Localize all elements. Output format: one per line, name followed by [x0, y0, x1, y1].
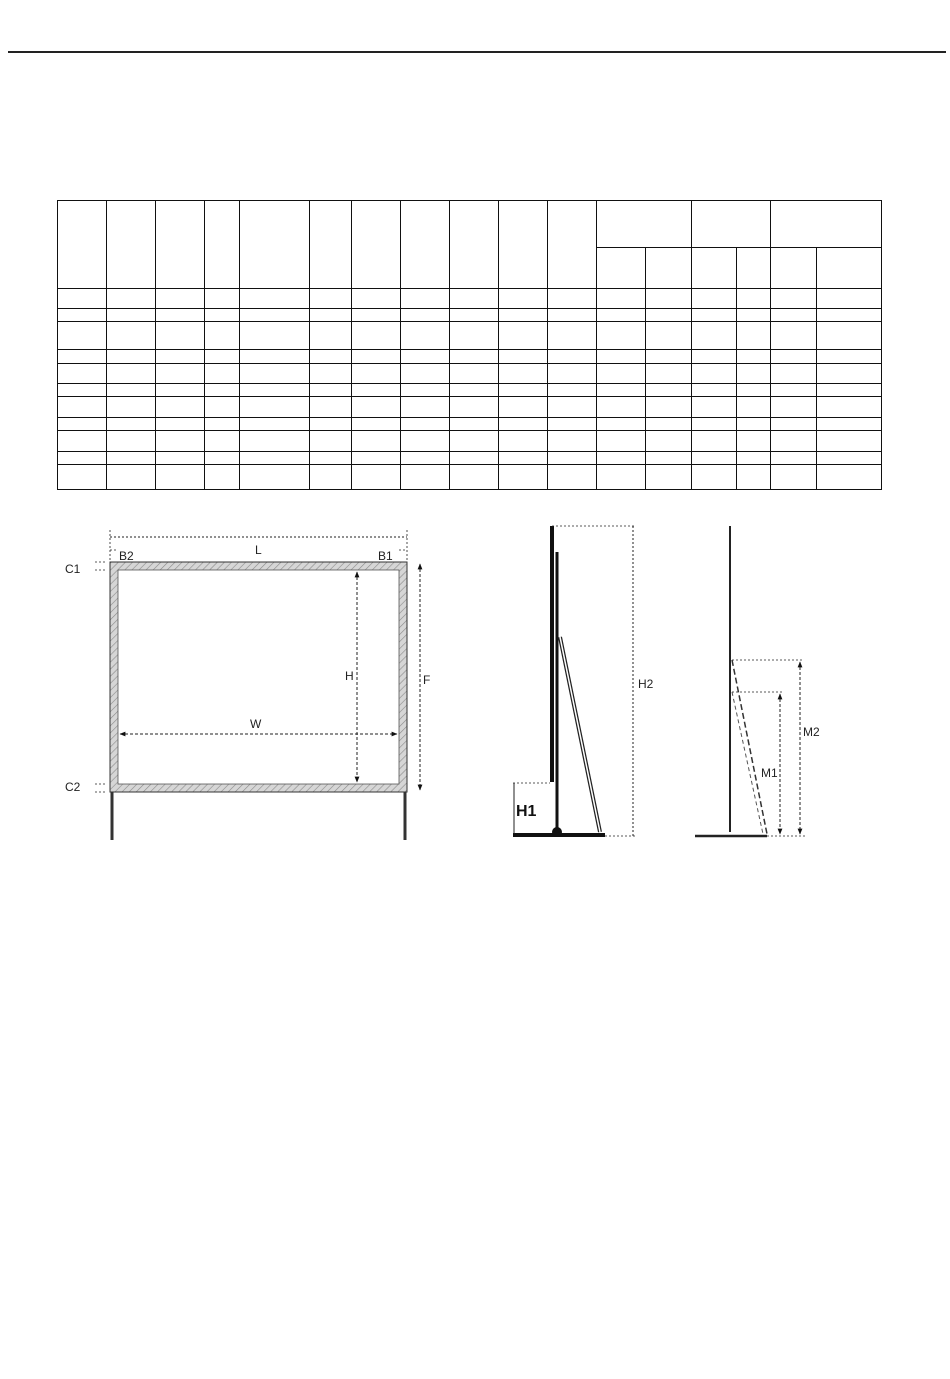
- table-cell: [817, 465, 882, 490]
- table-cell: [205, 418, 240, 431]
- side-hinge: [552, 827, 562, 837]
- table-cell: [817, 350, 882, 364]
- table-cell: [737, 350, 771, 364]
- table-cell: [310, 452, 352, 465]
- table-cell: [240, 350, 310, 364]
- table-cell: [548, 452, 597, 465]
- table-cell: [58, 418, 107, 431]
- table-cell: [450, 289, 499, 309]
- table-cell: [58, 309, 107, 322]
- table-cell: [646, 322, 692, 350]
- label-l: L: [255, 543, 262, 557]
- table-cell: [58, 350, 107, 364]
- side-view-drawing: [513, 526, 654, 837]
- label-h2: H2: [638, 677, 654, 691]
- table-cell: [310, 201, 352, 289]
- table-cell: [499, 452, 548, 465]
- table-cell: [548, 384, 597, 397]
- table-cell: [692, 418, 737, 431]
- table-cell: [692, 465, 737, 490]
- table-header-row: [58, 201, 882, 248]
- spec-table-body: [58, 201, 882, 490]
- table-cell: [205, 309, 240, 322]
- table-cell: [450, 465, 499, 490]
- table-cell: [499, 289, 548, 309]
- table-cell: [205, 465, 240, 490]
- label-b2: B2: [119, 549, 134, 563]
- table-cell: [352, 201, 401, 289]
- table-cell: [58, 322, 107, 350]
- table-cell: [450, 431, 499, 452]
- table-cell: [817, 289, 882, 309]
- table-cell: [156, 350, 205, 364]
- table-cell: [499, 384, 548, 397]
- table-cell: [240, 397, 310, 418]
- brace-arm-high: [732, 660, 767, 834]
- table-cell: [771, 309, 817, 322]
- table-cell: [499, 418, 548, 431]
- table-cell: [646, 384, 692, 397]
- table-cell: [107, 289, 156, 309]
- table-cell: [401, 465, 450, 490]
- table-cell: [597, 431, 646, 452]
- table-cell: [692, 364, 737, 384]
- screen-dimension-drawings: [55, 512, 855, 852]
- table-cell: [205, 384, 240, 397]
- table-cell: [240, 309, 310, 322]
- table-cell: [310, 289, 352, 309]
- table-cell: [352, 397, 401, 418]
- table-cell: [817, 452, 882, 465]
- table-cell: [737, 322, 771, 350]
- table-cell: [352, 322, 401, 350]
- table-cell: [310, 418, 352, 431]
- table-cell: [240, 431, 310, 452]
- table-cell: [450, 201, 499, 289]
- label-m2: M2: [803, 725, 820, 739]
- table-cell: [771, 248, 817, 289]
- table-cell: [107, 431, 156, 452]
- table-cell: [352, 452, 401, 465]
- table-cell: [58, 289, 107, 309]
- table-cell: [597, 418, 646, 431]
- table-cell: [205, 201, 240, 289]
- table-cell: [771, 350, 817, 364]
- table-cell: [310, 322, 352, 350]
- table-cell: [107, 322, 156, 350]
- table-cell: [401, 418, 450, 431]
- table-cell: [107, 465, 156, 490]
- table-cell: [692, 350, 737, 364]
- table-cell: [240, 201, 310, 289]
- table-cell: [310, 384, 352, 397]
- table-cell: [58, 452, 107, 465]
- table-cell: [646, 350, 692, 364]
- table-cell: [597, 465, 646, 490]
- label-w: W: [250, 717, 262, 731]
- table-cell: [401, 309, 450, 322]
- table-cell: [737, 465, 771, 490]
- table-cell: [692, 289, 737, 309]
- table-cell: [401, 322, 450, 350]
- table-cell: [817, 309, 882, 322]
- table-cell: [205, 322, 240, 350]
- table-cell: [646, 364, 692, 384]
- table-cell: [692, 452, 737, 465]
- table-cell: [737, 418, 771, 431]
- table-cell: [450, 350, 499, 364]
- label-f: F: [423, 673, 431, 687]
- table-cell: [817, 431, 882, 452]
- table-cell: [646, 248, 692, 289]
- table-cell: [646, 397, 692, 418]
- table-cell: [401, 364, 450, 384]
- front-view-drawing: [65, 530, 430, 840]
- table-cell: [771, 364, 817, 384]
- table-cell: [310, 309, 352, 322]
- table-cell: [107, 418, 156, 431]
- table-cell: [499, 201, 548, 289]
- brace-view-drawing: [695, 526, 820, 836]
- table-cell: [156, 322, 205, 350]
- table-cell: [771, 322, 817, 350]
- table-row: [58, 452, 882, 465]
- table-row: [58, 322, 882, 350]
- table-row: [58, 431, 882, 452]
- table-cell: [646, 452, 692, 465]
- table-cell: [401, 350, 450, 364]
- table-cell: [310, 465, 352, 490]
- table-cell: [240, 289, 310, 309]
- table-cell: [240, 364, 310, 384]
- table-cell: [107, 364, 156, 384]
- table-cell: [205, 431, 240, 452]
- table-cell: [548, 350, 597, 364]
- table-cell: [771, 289, 817, 309]
- table-row: [58, 397, 882, 418]
- table-cell: [817, 384, 882, 397]
- table-cell: [548, 322, 597, 350]
- table-cell: [817, 322, 882, 350]
- table-cell: [548, 465, 597, 490]
- table-cell: [156, 452, 205, 465]
- table-cell: [692, 322, 737, 350]
- table-cell: [156, 201, 205, 289]
- table-cell: [548, 431, 597, 452]
- table-cell: [499, 397, 548, 418]
- table-cell: [692, 248, 737, 289]
- table-cell: [156, 418, 205, 431]
- table-cell: [156, 309, 205, 322]
- table-cell: [499, 364, 548, 384]
- table-cell: [156, 465, 205, 490]
- table-cell: [240, 418, 310, 431]
- table-cell: [771, 397, 817, 418]
- table-cell: [817, 397, 882, 418]
- table-cell: [352, 384, 401, 397]
- table-cell: [450, 309, 499, 322]
- label-h1: H1: [516, 803, 537, 820]
- table-cell: [205, 452, 240, 465]
- table-cell: [737, 397, 771, 418]
- table-cell: [499, 322, 548, 350]
- table-cell: [450, 418, 499, 431]
- spec-table: [57, 200, 882, 490]
- table-cell: [205, 397, 240, 418]
- table-group-header: [771, 201, 882, 248]
- table-row: [58, 418, 882, 431]
- table-cell: [401, 397, 450, 418]
- table-cell: [156, 364, 205, 384]
- table-cell: [310, 397, 352, 418]
- table-row: [58, 384, 882, 397]
- table-cell: [771, 384, 817, 397]
- table-group-header: [597, 201, 692, 248]
- table-cell: [401, 452, 450, 465]
- table-cell: [737, 364, 771, 384]
- table-cell: [352, 431, 401, 452]
- table-cell: [597, 248, 646, 289]
- table-row: [58, 350, 882, 364]
- label-c1: C1: [65, 562, 81, 576]
- label-c2: C2: [65, 780, 81, 794]
- table-cell: [597, 364, 646, 384]
- table-cell: [548, 289, 597, 309]
- table-cell: [352, 289, 401, 309]
- table-cell: [597, 397, 646, 418]
- table-cell: [240, 465, 310, 490]
- label-b1: B1: [378, 549, 393, 563]
- table-cell: [450, 452, 499, 465]
- table-cell: [58, 397, 107, 418]
- table-cell: [310, 350, 352, 364]
- table-cell: [646, 431, 692, 452]
- table-cell: [646, 418, 692, 431]
- table-cell: [450, 384, 499, 397]
- header-rule: [8, 51, 946, 53]
- table-cell: [548, 397, 597, 418]
- brace-arm-low: [732, 692, 763, 834]
- table-cell: [240, 322, 310, 350]
- table-cell: [156, 431, 205, 452]
- table-cell: [352, 309, 401, 322]
- table-cell: [646, 309, 692, 322]
- table-group-header: [692, 201, 771, 248]
- table-cell: [771, 452, 817, 465]
- table-cell: [58, 431, 107, 452]
- table-cell: [692, 431, 737, 452]
- label-m1: M1: [761, 766, 778, 780]
- table-cell: [737, 431, 771, 452]
- table-cell: [107, 452, 156, 465]
- table-cell: [401, 384, 450, 397]
- table-cell: [240, 384, 310, 397]
- table-cell: [737, 452, 771, 465]
- table-cell: [450, 397, 499, 418]
- table-cell: [597, 289, 646, 309]
- table-cell: [692, 384, 737, 397]
- table-cell: [771, 418, 817, 431]
- table-cell: [597, 350, 646, 364]
- table-cell: [107, 397, 156, 418]
- table-cell: [737, 384, 771, 397]
- table-cell: [548, 309, 597, 322]
- table-cell: [499, 431, 548, 452]
- table-cell: [205, 364, 240, 384]
- table-cell: [646, 289, 692, 309]
- table-cell: [548, 201, 597, 289]
- side-brace-highlight: [560, 637, 600, 832]
- table-cell: [205, 350, 240, 364]
- table-cell: [156, 289, 205, 309]
- table-cell: [107, 350, 156, 364]
- table-cell: [58, 364, 107, 384]
- table-row: [58, 465, 882, 490]
- table-cell: [499, 465, 548, 490]
- table-cell: [597, 309, 646, 322]
- table-cell: [817, 248, 882, 289]
- table-cell: [401, 201, 450, 289]
- table-cell: [499, 309, 548, 322]
- table-cell: [692, 397, 737, 418]
- table-row: [58, 364, 882, 384]
- table-cell: [240, 452, 310, 465]
- table-cell: [737, 248, 771, 289]
- table-cell: [58, 465, 107, 490]
- table-cell: [771, 465, 817, 490]
- table-row: [58, 309, 882, 322]
- table-cell: [450, 364, 499, 384]
- table-cell: [58, 384, 107, 397]
- table-cell: [107, 201, 156, 289]
- table-cell: [737, 289, 771, 309]
- label-h: H: [345, 669, 354, 683]
- table-cell: [548, 364, 597, 384]
- table-cell: [597, 322, 646, 350]
- table-cell: [597, 452, 646, 465]
- table-cell: [107, 384, 156, 397]
- table-cell: [156, 384, 205, 397]
- table-cell: [597, 384, 646, 397]
- table-cell: [58, 201, 107, 289]
- table-cell: [817, 364, 882, 384]
- table-cell: [352, 350, 401, 364]
- table-cell: [450, 322, 499, 350]
- table-cell: [107, 309, 156, 322]
- table-cell: [771, 431, 817, 452]
- table-cell: [548, 418, 597, 431]
- table-cell: [817, 418, 882, 431]
- table-cell: [499, 350, 548, 364]
- table-cell: [401, 431, 450, 452]
- table-row: [58, 289, 882, 309]
- table-cell: [692, 309, 737, 322]
- table-cell: [310, 431, 352, 452]
- table-cell: [156, 397, 205, 418]
- table-cell: [310, 364, 352, 384]
- table-cell: [737, 309, 771, 322]
- table-cell: [352, 364, 401, 384]
- table-cell: [352, 418, 401, 431]
- table-cell: [401, 289, 450, 309]
- table-cell: [646, 465, 692, 490]
- table-cell: [205, 289, 240, 309]
- table-cell: [352, 465, 401, 490]
